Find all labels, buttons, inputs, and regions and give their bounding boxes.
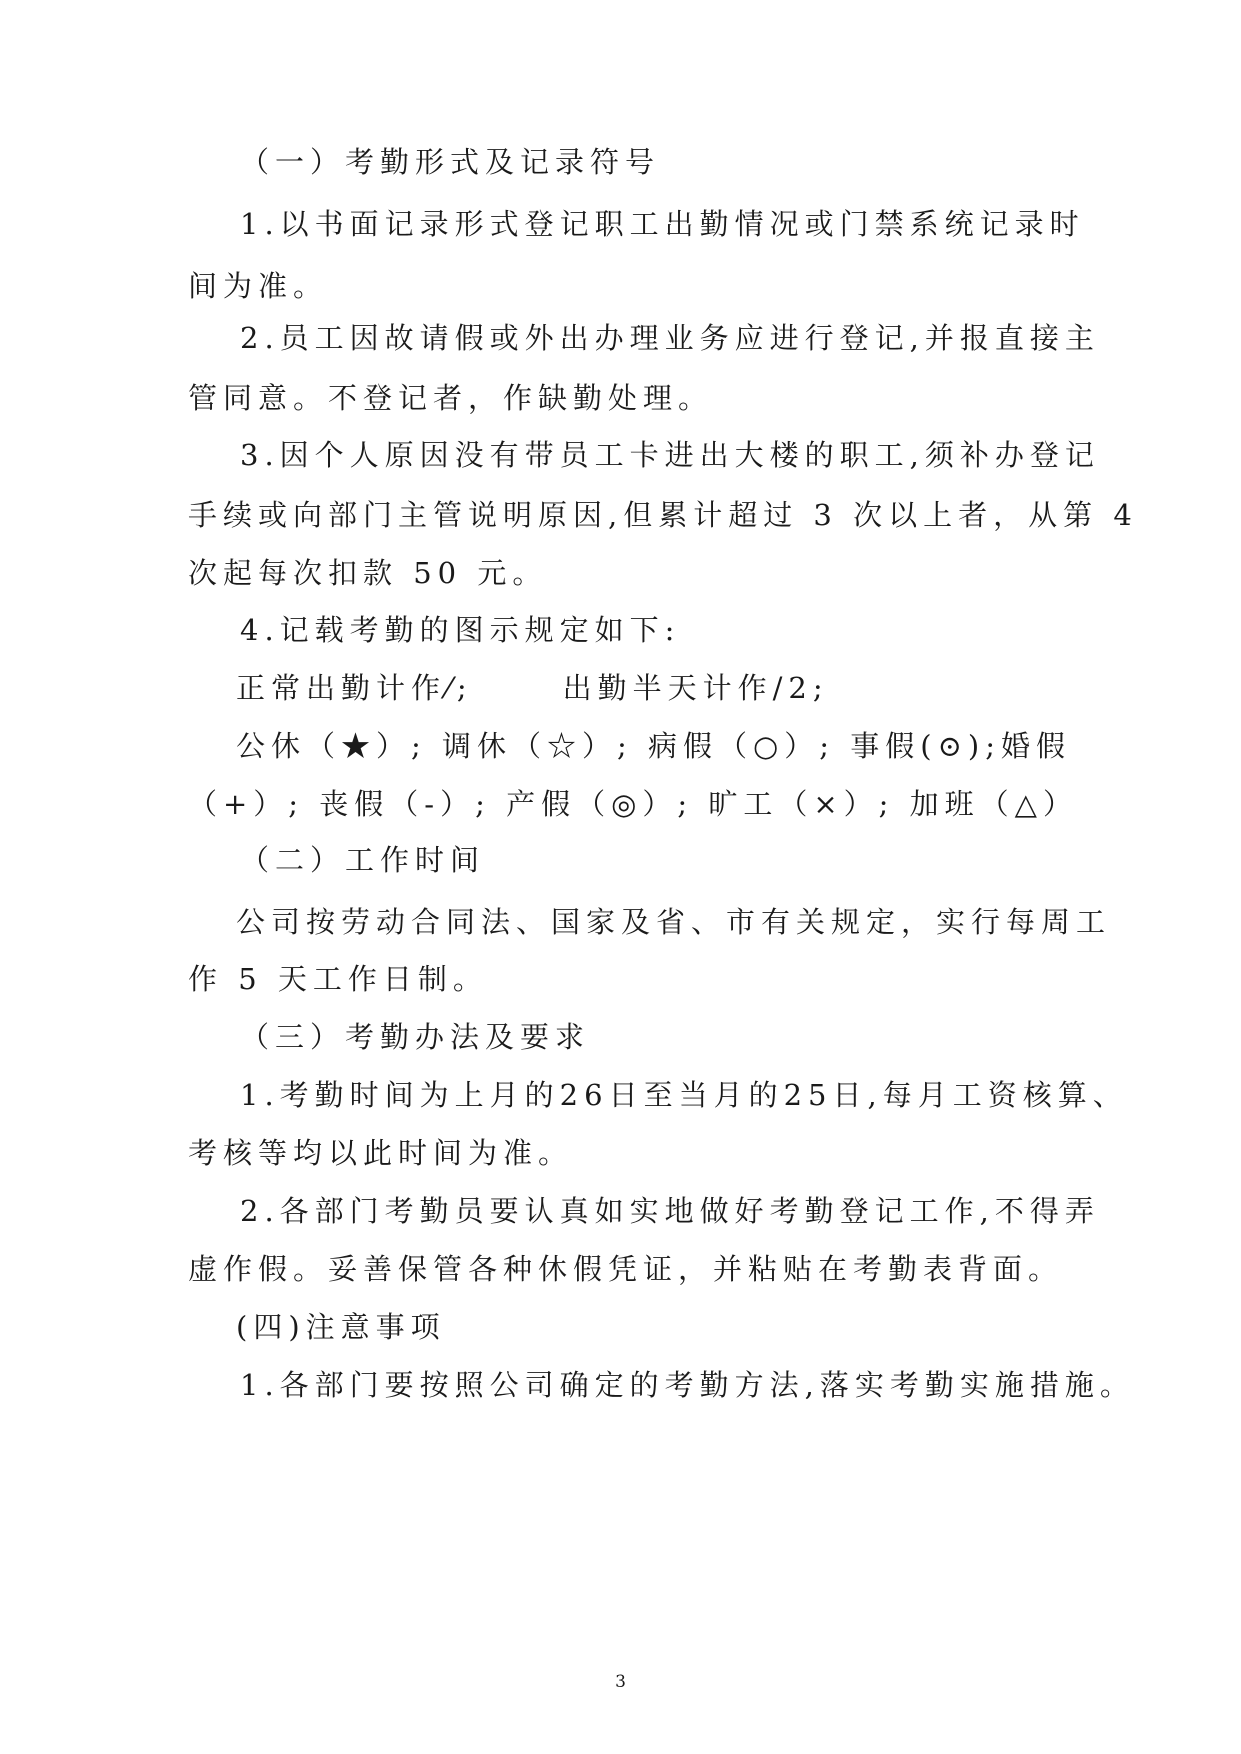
section-2-heading: （二）工作时间	[240, 843, 486, 877]
paragraph-line: 管同意。不登记者，作缺勤处理。	[188, 381, 714, 415]
section-4-heading: (四)注意事项	[236, 1310, 446, 1344]
paragraph-line: 2.各部门考勤员要认真如实地做好考勤登记工作,不得弄	[240, 1194, 1100, 1228]
paragraph-line: 作 5 天工作日制。	[188, 962, 488, 996]
section-1-heading: （一）考勤形式及记录符号	[240, 145, 661, 179]
paragraph-line: 手续或向部门主管说明原因,但累计超过 3 次以上者，从第 4	[188, 498, 1138, 532]
paragraph-line: 1.各部门要按照公司确定的考勤方法,落实考勤实施措施。	[240, 1368, 1135, 1402]
paragraph-line: 次起每次扣款 50 元。	[188, 556, 548, 590]
symbol-half-day: 出勤半天计作/2;	[562, 671, 829, 705]
paragraph-line: 1.以书面记录形式登记职工出勤情况或门禁系统记录时	[240, 207, 1085, 241]
section-3-heading: （三）考勤办法及要求	[240, 1020, 591, 1054]
paragraph-line: 公司按劳动合同法、国家及省、市有关规定，实行每周工	[236, 905, 1112, 939]
paragraph-line: 1.考勤时间为上月的26日至当月的25日,每月工资核算、	[240, 1078, 1128, 1112]
paragraph-line: 4.记载考勤的图示规定如下:	[240, 613, 681, 647]
paragraph-line: 虚作假。妥善保管各种休假凭证，并粘贴在考勤表背面。	[188, 1252, 1064, 1286]
symbol-definition-row: （+）; 丧假（-）; 产假（◎）; 旷工（×）; 加班（△）	[188, 787, 1078, 821]
paragraph-line: 3.因个人原因没有带员工卡进出大楼的职工,须补办登记	[240, 438, 1100, 472]
symbol-definition-row: 公休（★）; 调休（☆）; 病假（○）; 事假(⊙);婚假	[236, 729, 1071, 763]
symbol-definition-row	[236, 668, 829, 708]
page-number: 3	[615, 1672, 626, 1692]
paragraph-line: 间为准。	[188, 269, 329, 303]
paragraph-line: 2.员工因故请假或外出办理业务应进行登记,并报直接主	[240, 321, 1100, 355]
paragraph-line: 考核等均以此时间为准。	[188, 1136, 574, 1170]
symbol-normal: 正常出勤计作⁄;	[236, 671, 473, 705]
